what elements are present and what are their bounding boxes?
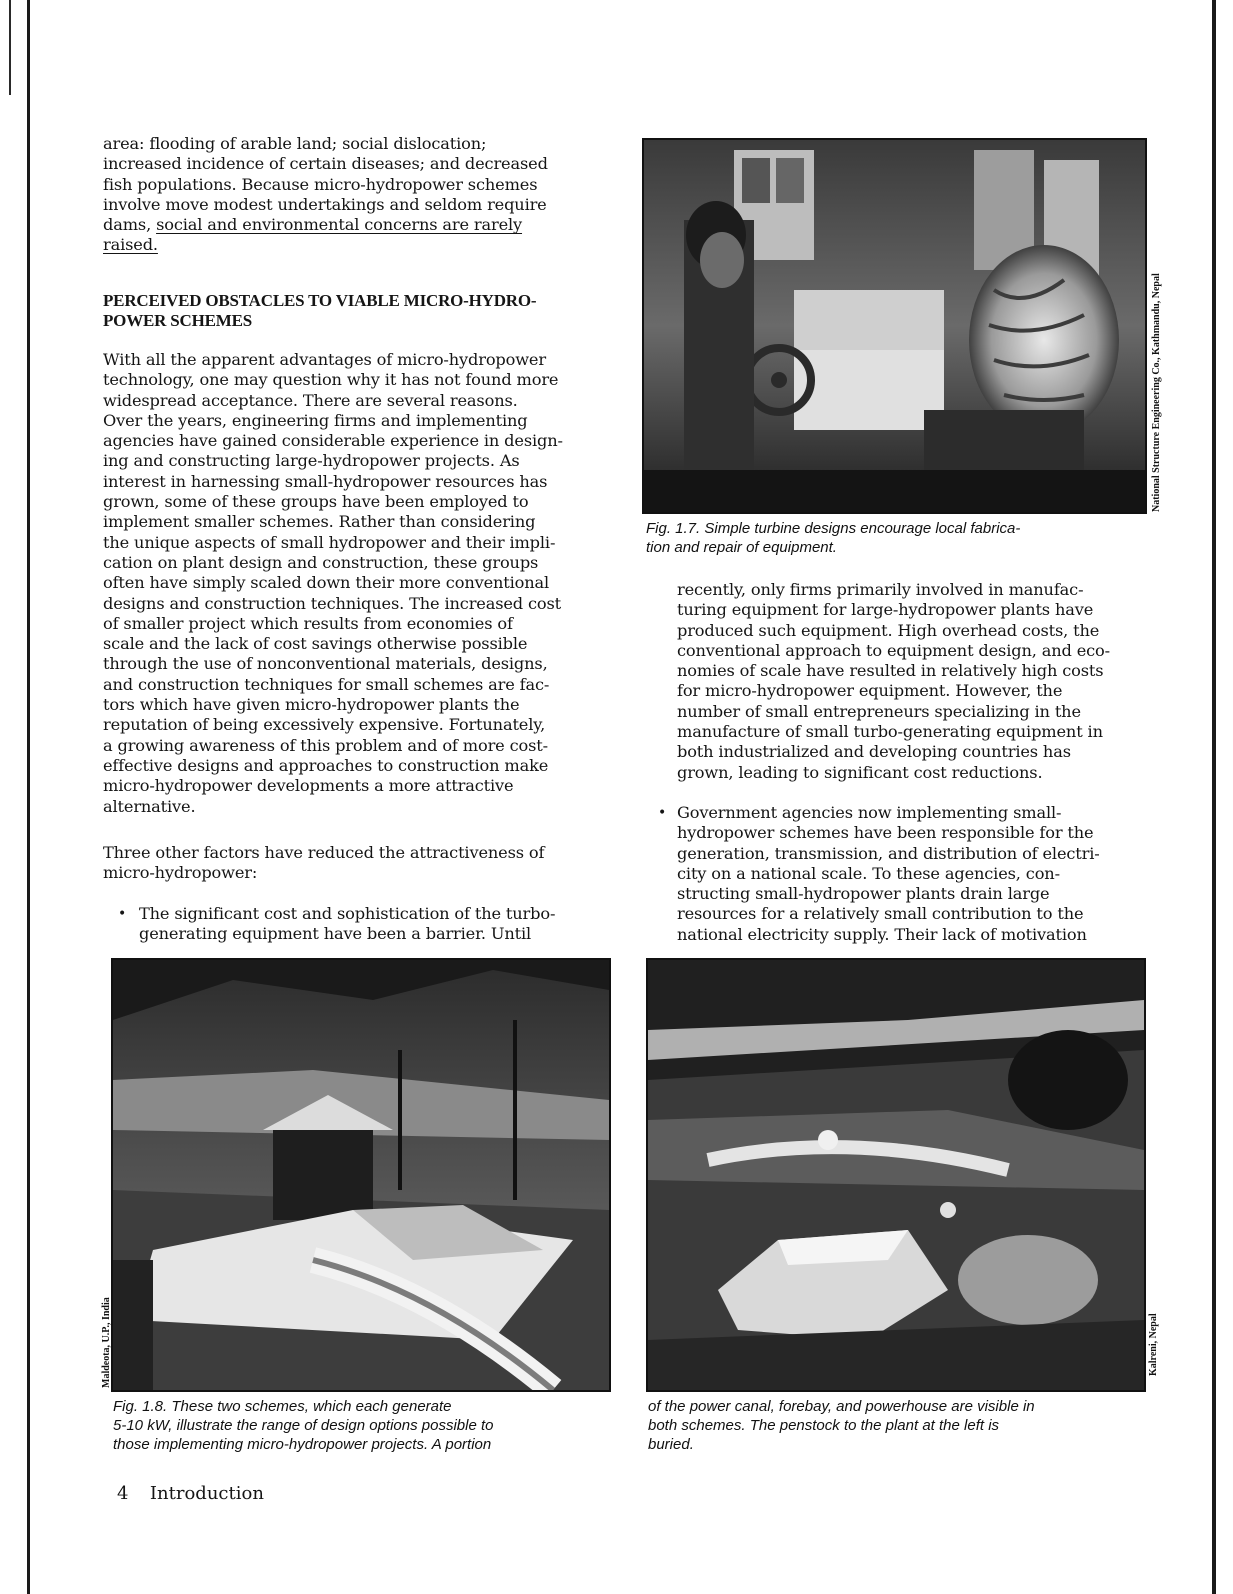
text-line: implement smaller schemes. Rather than considering bbox=[103, 512, 536, 532]
text-line: the unique aspects of small hydropower and their impli- bbox=[103, 532, 556, 552]
paragraph-three-factors bbox=[103, 843, 613, 884]
text-line: Over the years, engineering firms and implementing bbox=[103, 410, 528, 430]
text-line: number of small entrepreneurs specializing in the bbox=[677, 701, 1081, 721]
text-line: of smaller project which results from economies of bbox=[103, 613, 513, 633]
text-line: Government agencies now implementing small- bbox=[677, 803, 1062, 822]
text-line: resources for a relatively small contribution to the bbox=[677, 904, 1084, 924]
text-line: scale and the lack of cost savings otherwise possible bbox=[103, 634, 528, 654]
caption-line: those implementing micro-hydropower projects. A portion bbox=[113, 1436, 492, 1453]
caption-line: Fig. 1.8. These two schemes, which each generate bbox=[113, 1398, 452, 1415]
intro-paragraph bbox=[103, 134, 613, 256]
bullet-item-equipment-cost bbox=[118, 904, 613, 945]
bullet-item-government-agencies bbox=[658, 803, 1158, 945]
text-line: tors which have given micro-hydropower plants the bbox=[103, 695, 520, 715]
section-heading bbox=[103, 291, 613, 331]
text-line: for micro-hydropower equipment. However, the bbox=[677, 681, 1063, 701]
text-line: micro-hydropower developments a more attractive bbox=[103, 776, 514, 796]
text-line: Three other factors have reduced the attractiveness of bbox=[103, 843, 545, 862]
text-line: turing equipment for large-hydropower plants have bbox=[677, 600, 1094, 620]
page-footer bbox=[117, 1483, 264, 1504]
text-line: interest in harnessing small-hydropower resources has bbox=[103, 471, 548, 491]
caption-line: buried. bbox=[648, 1436, 694, 1453]
text-line: agencies have gained considerable experience in design- bbox=[103, 431, 563, 451]
bullet-marker: • bbox=[118, 906, 127, 922]
maldeota-scheme-illustration bbox=[113, 960, 609, 1390]
kalreni-scheme-illustration bbox=[648, 960, 1144, 1390]
text-line: increased incidence of certain diseases; and decreased bbox=[103, 154, 548, 174]
text-line: designs and construction techniques. The increased cost bbox=[103, 593, 562, 613]
text-line: conventional approach to equipment design, and eco- bbox=[677, 640, 1110, 660]
text-line: generation, transmission, and distribution of electri- bbox=[677, 843, 1100, 863]
text-line: effective designs and approaches to construction make bbox=[103, 755, 549, 775]
scan-edge-top-left bbox=[9, 0, 11, 95]
text-line: grown, leading to significant cost reductions. bbox=[677, 762, 1043, 782]
paragraph-advantages bbox=[103, 350, 613, 817]
text-segment: dams, bbox=[103, 215, 157, 235]
text-line: manufacture of small turbo-generating equipment in bbox=[677, 722, 1103, 742]
photo-credit-fig17: National Structure Engineering Co., Kathmandu, Nepal bbox=[1151, 273, 1162, 512]
turbine-workshop-illustration bbox=[644, 140, 1145, 512]
underlined-text: social and environmental concerns are rarely bbox=[156, 215, 523, 235]
caption-line: 5-10 kW, illustrate the range of design options possible to bbox=[113, 1417, 494, 1434]
figure-caption-1-8-left bbox=[113, 1397, 613, 1454]
caption-line: both schemes. The penstock to the plant at the left is bbox=[648, 1417, 1000, 1434]
scan-edge-left bbox=[27, 0, 30, 1594]
photo-turbine-workshop bbox=[642, 138, 1147, 514]
text-line: widespread acceptance. There are several reasons. bbox=[103, 390, 518, 410]
text-line: hydropower schemes have been responsible for the bbox=[677, 823, 1094, 843]
text-line bbox=[103, 215, 613, 235]
photo-credit-fig18-right: Kalreni, Nepal bbox=[1148, 1313, 1159, 1376]
text-line: ing and constructing large-hydropower projects. As bbox=[103, 451, 520, 471]
text-line: structing small-hydropower plants drain large bbox=[677, 884, 1050, 904]
right-column-continuation bbox=[677, 580, 1157, 783]
text-line: both industrialized and developing countries has bbox=[677, 742, 1071, 762]
text-line bbox=[103, 235, 613, 255]
heading-line: PERCEIVED OBSTACLES TO VIABLE MICRO-HYDRO- bbox=[103, 291, 537, 310]
caption-line: Fig. 1.7. Simple turbine designs encourage local fabrica- bbox=[646, 520, 1021, 537]
figure-caption-1-7 bbox=[646, 519, 1146, 557]
text-line: cation on plant design and construction, these groups bbox=[103, 552, 539, 572]
text-line: produced such equipment. High overhead costs, the bbox=[677, 620, 1100, 640]
text-line: The significant cost and sophistication of the turbo- bbox=[139, 904, 556, 923]
text-line: and construction techniques for small schemes are fac- bbox=[103, 674, 550, 694]
text-line: reputation of being excessively expensive. Fortunately, bbox=[103, 715, 546, 735]
photo-kalreni-scheme bbox=[646, 958, 1146, 1392]
text-line: recently, only firms primarily involved in manufac- bbox=[677, 580, 1084, 599]
text-line: alternative. bbox=[103, 796, 196, 816]
text-line: national electricity supply. Their lack of motivation bbox=[677, 924, 1087, 944]
text-line: a growing awareness of this problem and of more cost- bbox=[103, 735, 548, 755]
text-line: technology, one may question why it has not found more bbox=[103, 370, 559, 390]
text-line: micro-hydropower: bbox=[103, 863, 258, 883]
underlined-text: raised. bbox=[103, 235, 158, 255]
text-line: grown, some of these groups have been employed to bbox=[103, 492, 529, 512]
figure-caption-1-8-right bbox=[648, 1397, 1148, 1454]
caption-line: of the power canal, forebay, and powerhouse are visible in bbox=[648, 1398, 1035, 1415]
text-line: nomies of scale have resulted in relatively high costs bbox=[677, 661, 1104, 681]
text-line: through the use of nonconventional materials, designs, bbox=[103, 654, 548, 674]
text-line: With all the apparent advantages of micro-hydropower bbox=[103, 350, 546, 369]
bullet-marker: • bbox=[658, 805, 667, 821]
page-number: 4 bbox=[117, 1483, 129, 1504]
caption-line: tion and repair of equipment. bbox=[646, 539, 837, 556]
heading-line: POWER SCHEMES bbox=[103, 311, 253, 330]
photo-maldeota-scheme bbox=[111, 958, 611, 1392]
text-line: involve move modest undertakings and seldom require bbox=[103, 194, 547, 214]
photo-credit-fig18-left: Maldeota, U.P., India bbox=[101, 1297, 112, 1388]
scan-edge-right bbox=[1212, 0, 1216, 1594]
text-line: generating equipment have been a barrier. Until bbox=[139, 924, 532, 944]
text-line: often have simply scaled down their more conventional bbox=[103, 573, 550, 593]
text-line: area: flooding of arable land; social dislocation; bbox=[103, 134, 487, 153]
text-line: city on a national scale. To these agencies, con- bbox=[677, 863, 1060, 883]
left-column bbox=[103, 134, 613, 256]
section-name: Introduction bbox=[149, 1483, 264, 1504]
text-line: fish populations. Because micro-hydropower schemes bbox=[103, 174, 538, 194]
